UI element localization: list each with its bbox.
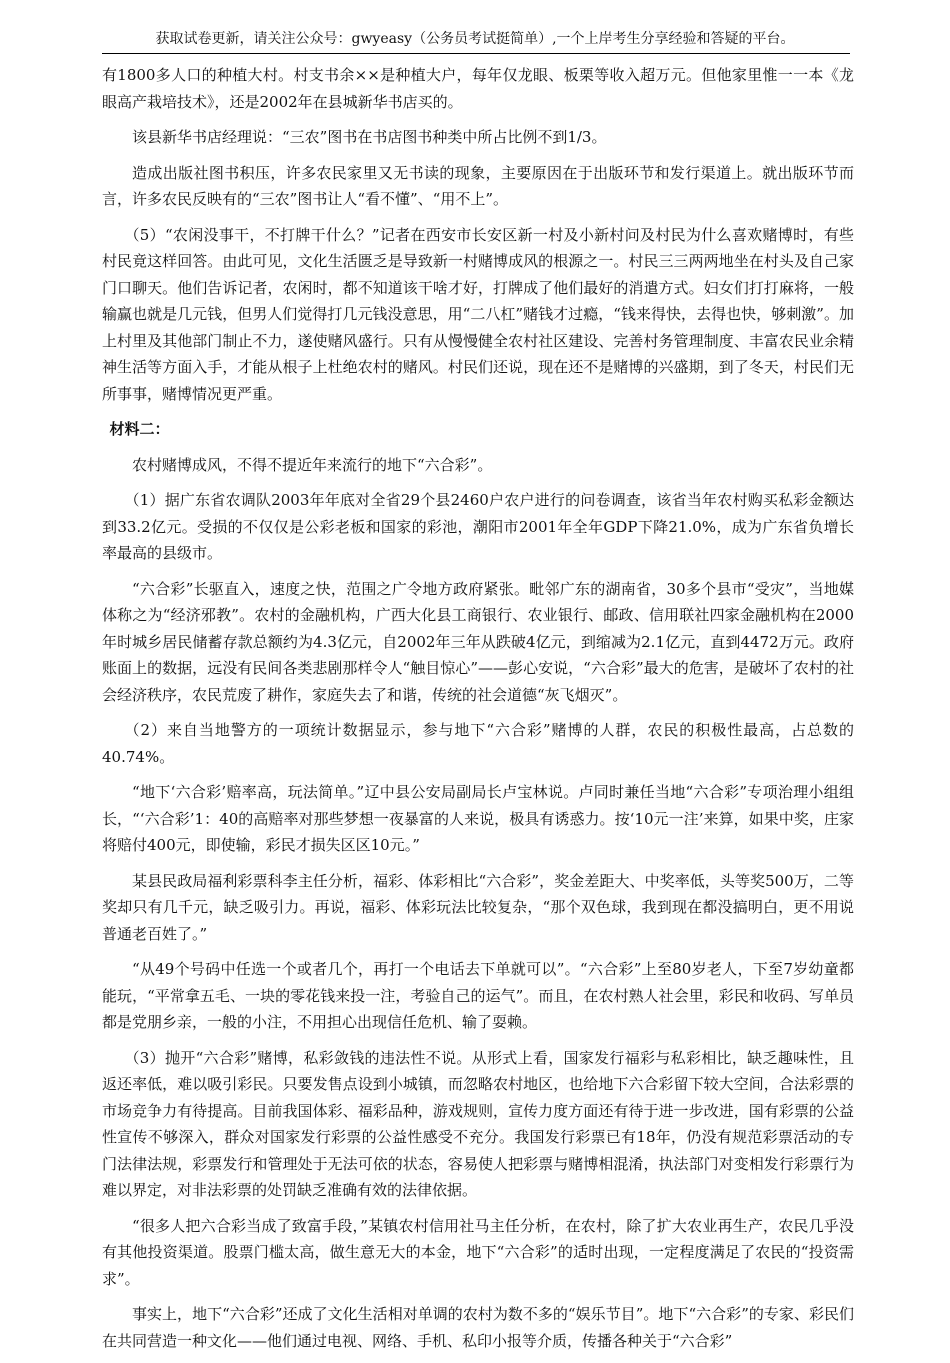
section-heading: 材料二：	[109, 420, 170, 438]
paragraph-9: “地下‘六合彩’赔率高，玩法简单。”辽中县公安局副局长卢宝林说。卢同时兼任当地“六合彩”专项治理小组组长，“‘六合彩’1：40的高赔率对那些梦想一夜暴富的人来说，极具有诱惑力。按‘10元一注’来算，如果中奖，庄家将赔付400元，即使输，彩民才损失区区10元。”	[102, 783, 854, 854]
paragraph-6: （1）据广东省农调队2003年年底对全省29个县2460户农户进行的问卷调查，该省当年农村购买私彩金额达到33.2亿元。受损的不仅仅是公彩老板和国家的彩池，潮阳市2001年全年GDP下降21.0%，成为广东省负增长率最高的县级市。	[102, 491, 854, 562]
paragraph-10: 某县民政局福利彩票科李主任分析，福彩、体彩相比“六合彩”，奖金差距大、中奖率低，头等奖500万，二等奖却只有几千元，缺乏吸引力。再说，福彩、体彩玩法比较复杂，“那个双色球，我到现在都没搞明白，更不用说普通老百姓了。”	[102, 871, 854, 943]
paragraph-2: 该县新华书店经理说：“三农”图书在书店图书种类中所占比例不到1/3。	[132, 128, 607, 146]
paragraph-7: “六合彩”长驱直入，速度之快，范围之广令地方政府紧张。毗邻广东的湖南省，30多个县市“受灾”，当地媒体称之为“经济邪教”。农村的金融机构，广西大化县工商银行、农业银行、邮政、信用联社四家金融机构在2000年时城乡居民储蓄存款总额约为4.3亿元，自2002年三年从跌破4亿元，到缩减为2.1亿元，直到4472万元。政府账面上的数据，远没有民间各类悲剧那样令人“触目惊心”——彭心安说，“六合彩”最大的危害，是破坏了农村的社会经济秩序，农民荒废了耕作，家庭失去了和谐，传统的社会道德“灰飞烟灭”。	[102, 579, 854, 704]
paragraph-11: “从49个号码中任选一个或者几个，再打一个电话去下单就可以”。“六合彩”上至80岁老人，下至7岁幼童都能玩，“平常拿五毛、一块的零花钱来投一注，考验自己的运气”。而且，在农村熟人社会里，彩民和收码、写单员都是党朋乡亲，一般的小注，不用担心出现信任危机、输了耍赖。	[102, 960, 854, 1031]
paragraph-5: 农村赌博成风，不得不提近年来流行的地下“六合彩”。	[132, 455, 493, 474]
paragraph-8: （2）来自当地警方的一项统计数据显示，参与地下“六合彩”赌博的人群，农民的积极性最高，占总数的40.74%。	[102, 721, 854, 766]
paragraph-14: 事实上，地下“六合彩”还成了文化生活相对单调的农村为数不多的“娱乐节目”。地下“六合彩”的专家、彩民们在共同营造一种文化——他们通过电视、网络、手机、私印小报等介质，传播各种关于“六合彩”	[102, 1305, 854, 1350]
paragraph-4: （5）“农闲没事干，不打牌干什么？”记者在西安市长安区新一村及小新村问及村民为什么喜欢赌博时，有些村民竟这样回答。由此可见，文化生活匮乏是导致新一村赌博成风的根源之一。村民三三两两地坐在村头及自己家门口聊天。他们告诉记者，农闲时，都不知道该干啥才好，打牌成了他们最好的消遣方式。妇女们打打麻将，一般输赢也就是几元钱，但男人们觉得打几元钱没意思，用“二八杠”赌钱才过瘾，“钱来得快，去得也快，够刺激”。加上村里及其他部门制止不力，遂使赌风盛行。只有从慢慢健全农村社区建设、完善村务管理制度、丰富农民业余精神生活等方面入手，才能从根子上杜绝农村的赌风。村民们还说，现在还不是赌博的兴盛期，到了冬天，村民们无所事事，赌博情况更严重。	[102, 225, 854, 403]
paragraph-13: “很多人把六合彩当成了致富手段，”某镇农村信用社马主任分析，在农村，除了扩大农业再生产，农民几乎没有其他投资渠道。股票门槛太高，做生意无大的本金，地下“六合彩”的适时出现，一定程度满足了农民的“投资需求”。	[102, 1216, 854, 1288]
paragraph-3: 造成出版社图书积压，许多农民家里又无书读的现象，主要原因在于出版环节和发行渠道上。就出版环节而言，许多农民反映有的“三农”图书让人“看不懂”、“用不上”。	[102, 163, 854, 208]
paragraph-12: （3）抛开“六合彩”赌博，私彩敛钱的违法性不说。从形式上看，国家发行福彩与私彩相比，缺乏趣味性，且返还率低，难以吸引彩民。只要发售点设到小城镇，而忽略农村地区，也给地下六合彩留下较大空间，合法彩票的市场竞争力有待提高。目前我国体彩、福彩品种，游戏规则，宣传力度方面还有待于进一步改进，国有彩票的公益性宣传不够深入，群众对国家发行彩票的公益性感受不充分。我国发行彩票已有18年，仍没有规范彩票活动的专门法律法规，彩票发行和管理处于无法可依的状态，容易使人把彩票与赌博相混淆，执法部门对变相发行彩票行为难以界定，对非法彩票的处罚缺乏准确有效的法律依据。	[102, 1048, 854, 1199]
page-header: 获取试卷更新，请关注公众号：gwyeasy（公务员考试挺简单）,一个上岸考生分享经验和答疑的平台。	[155, 31, 795, 47]
paragraph-1: 有1800多人口的种植大村。村支书余××是种植大户，每年仅龙眼、板栗等收入超万元。但他家里惟一一本《龙眼高产栽培技术》，还是2002年在县城新华书店买的。	[102, 66, 854, 111]
header-divider	[102, 53, 850, 54]
document-body	[102, 62, 854, 1363]
